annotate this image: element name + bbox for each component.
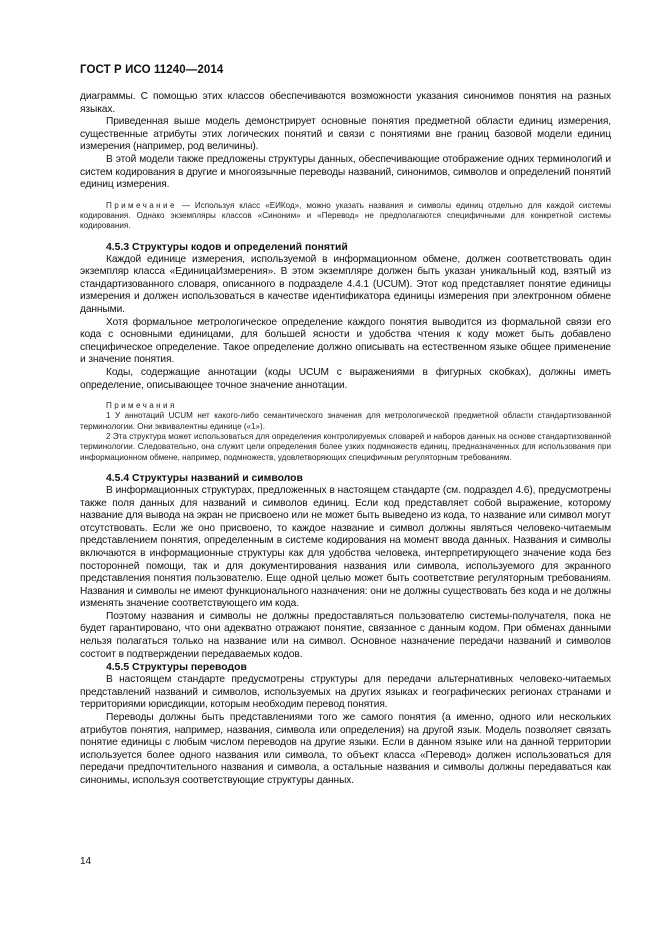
paragraph: Переводы должны быть представлениями того же самого понятия (а именно, одного или нескольких атрибутов понятия, например, названия, символа или определения) на другой язык. Модель позволяет связать понятие единицы с любым числом переводов на другие языки. Если в данном языке или на данной территории используется более одного названия или символа, то объект класса «Перевод» должен использоваться для передачи предпочтительного названия и символа, а остальные названия и символы должны передаваться как синонимы, используя соответствующие структуры данных.: [80, 712, 611, 787]
section-heading: 4.5.3 Структуры кодов и определений понятий: [106, 241, 348, 253]
note-text: — Используя класс «ЕИКод», можно указать названия и символы единиц отдельно для каждой системы кодирования. Однако экземпляры классов «Синоним» и «Перевод» не предполагаются специфичными для конкретной системы кодирования.: [80, 200, 611, 231]
note-label: Примечание: [106, 200, 177, 210]
paragraph: Приведенная выше модель демонстрирует основные понятия предметной области единиц измерения, существенные атрибуты этих логических понятий и связи с понятиями вне границ базовой модели единиц измерения (например, род величины).: [80, 116, 611, 153]
paragraph: Каждой единице измерения, используемой в информационном обмене, должен соответствовать один экземпляр класса «ЕдиницаИзмерения». В этом экземпляре должен быть указан уникальный код, взятый из стандартизованного словаря, описанного в подразделе 4.4.1 (UCUM). Этот код представляет понятие единицы измерения и должен использоваться в качестве идентификатора единицы измерения при электронном обмене данными.: [80, 253, 611, 316]
notes-label: Примечания: [106, 401, 177, 411]
paragraph: Хотя формальное метрологическое определение каждого понятия выводится из формальной связи его кода с основными единицами, для большей ясности и удобства чтения к коду может быть добавлено специфическое определение. Такое определение должно описывать на естественном языке общее применение и значение понятия.: [80, 316, 611, 366]
note-item: 1 У аннотаций UCUM нет какого-либо семантического значения для метрологической предметной области стандартизованной терминологии. Они эквивалентны единице («1»).: [80, 411, 611, 431]
page-number: 14: [80, 856, 92, 867]
note-item: 2 Эта структура может использоваться для определения контролируемых словарей и наборов данных на основе стандартизованной терминологии. Следовательно, она служит цели определения более узких подмножеств единиц, предназначенных для использования при информационном обмене, например, подмножеств, удовлетворяющих специфичным регуляторным требованиям.: [80, 432, 611, 462]
note: [80, 201, 611, 232]
paragraph: В информационных структурах, предложенных в настоящем стандарте (см. подраздел 4.6), предусмотрены также поля данных для названий и символов единиц. Если код представляет собой выражение, которому название для вывода на экран не присвоено или не может быть выведено из кода, то название или символ могут отсутствовать. Если же оно присвоено, то каждое название и символ должны являться человеко-читаемым представлением понятия, определенным в системе кодирования на момент ввода данных. Названия и символы включаются в информационные структуры как для удобства человека, интерпретирующего значение кода без посторонней помощи, так и для документирования названия или символа, используемого для экранного представления понятия пользователю. Еще одной целью может быть соответствие регуляторным требованиям. Названия и символы не имеют функционального назначения: они не должны существовать без кода и не должны изменять значение соответствующего им кода.: [80, 484, 611, 610]
section-heading: 4.5.5 Структуры переводов: [106, 662, 247, 674]
document-header: ГОСТ Р ИСО 11240—2014: [80, 64, 224, 76]
paragraph: В настоящем стандарте предусмотрены структуры для передачи альтернативных человеко-читаемых представлений названий и символов, используемых на других языках и географических регионах странами и территориями юрисдикции, которым необходим перевод понятия.: [80, 674, 611, 711]
paragraph: Коды, содержащие аннотации (коды UCUM с выражениями в фигурных скобках), должны иметь определение, описывающее точное значение аннотации.: [80, 366, 611, 391]
paragraph: Поэтому названия и символы не должны предоставляться пользователю системы-получателя, пока не будет гарантировано, что они адекватно отражают понятие, связанное с данным кодом. При обменах данными нельзя полагаться только на название или на символ. Основное назначение передачи названий и символов состоит в подтверждении передаваемых кодов.: [80, 610, 611, 660]
paragraph: диаграммы. С помощью этих классов обеспечиваются возможности указания синонимов понятия на разных языках.: [80, 91, 611, 115]
paragraph: В этой модели также предложены структуры данных, обеспечивающие отображение одних терминологий и систем кодирования в другие и многоязычные переводы названий, синонимов, символов и определений понятий единиц измерения.: [80, 153, 611, 191]
section-heading: 4.5.4 Структуры названий и символов: [106, 472, 303, 484]
